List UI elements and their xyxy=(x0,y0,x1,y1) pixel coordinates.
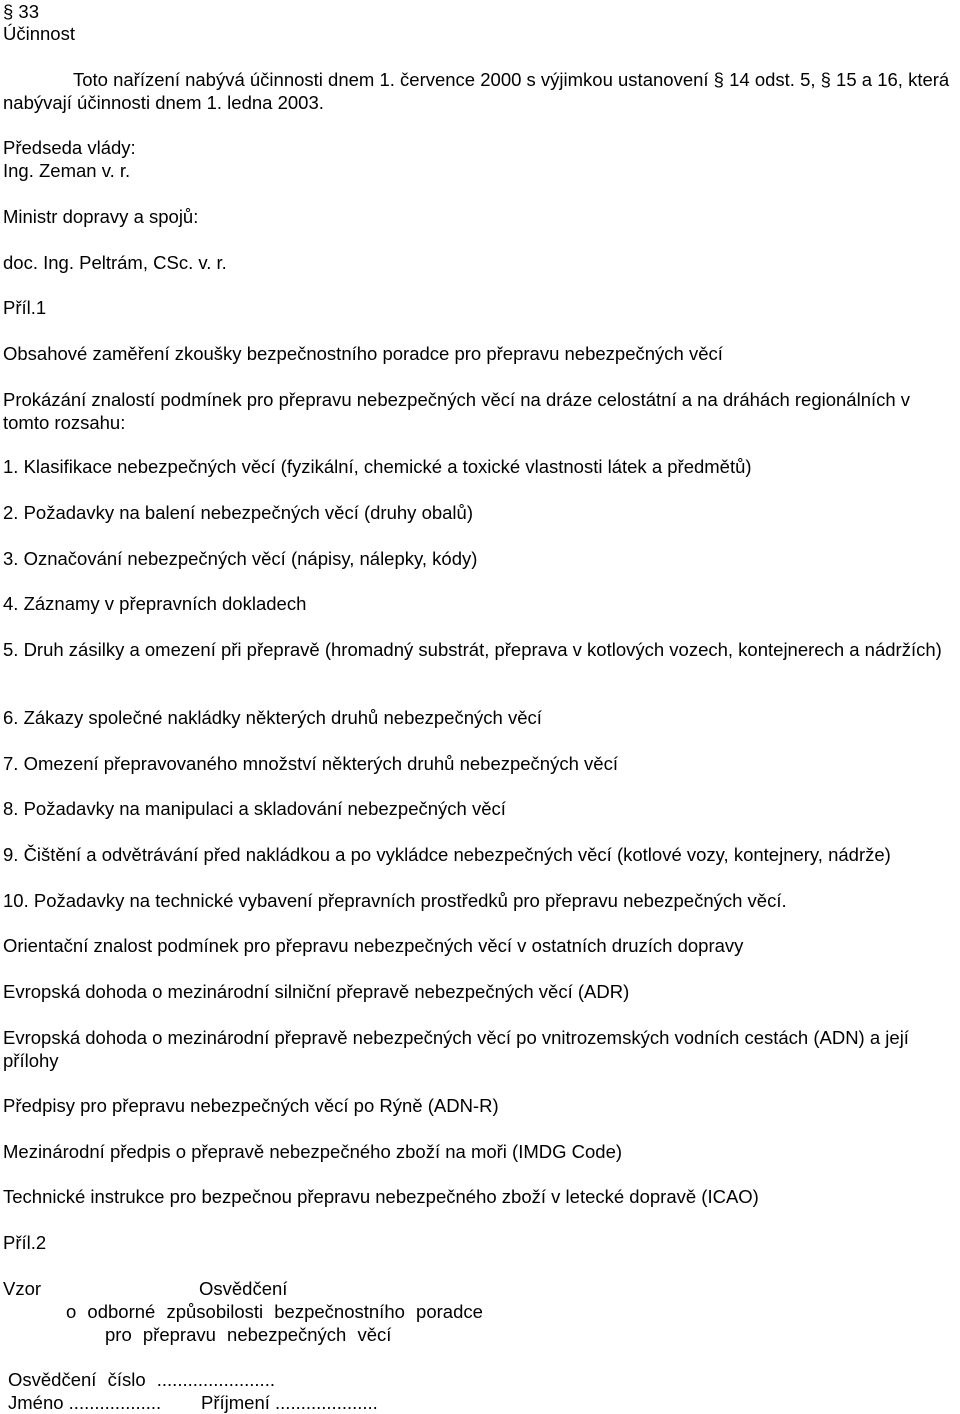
list-item: 9. Čištění a odvětrávání před nakládkou a po vykládce nebezpečných věcí (kotlové vozy, kontejnery, nádrže) xyxy=(3,844,891,865)
effect-paragraph: Toto nařízení nabývá účinnosti dnem 1. července 2000 s výjimkou ustanovení § 14 odst. 5, § 15 a 16, která nabývají účinnosti dnem 1. ledna 2003. xyxy=(3,69,950,113)
regulation-item: Mezinárodní předpis o přepravě nebezpečného zboží na moři (IMDG Code) xyxy=(3,1141,623,1162)
list-item: 8. Požadavky na manipulaci a skladování nebezpečných věcí xyxy=(3,798,506,819)
section-number: § 33 xyxy=(3,1,40,22)
orientation-heading: Orientační znalost podmínek pro přepravu nebezpečných věcí v ostatních druzích dopravy xyxy=(3,935,744,956)
vzor-label: Vzor xyxy=(3,1278,42,1299)
list-item: 7. Omezení přepravovaného množství některých druhů nebezpečných věcí xyxy=(3,753,618,774)
annex1-heading: Obsahové zaměření zkoušky bezpečnostního poradce pro přepravu nebezpečných věcí xyxy=(3,343,723,364)
list-item: 1. Klasifikace nebezpečných věcí (fyzikální, chemické a toxické vlastnosti látek a předmětů) xyxy=(3,456,752,477)
certificate-number-field: Osvědčení číslo ....................... xyxy=(8,1369,275,1390)
list-item: 10. Požadavky na technické vybavení přepravních prostředků pro přepravu nebezpečných věcí. xyxy=(3,890,787,911)
pm-name: Ing. Zeman v. r. xyxy=(3,160,131,181)
section-title: Účinnost xyxy=(3,23,75,44)
list-item: 2. Požadavky na balení nebezpečných věcí (druhy obalů) xyxy=(3,502,473,523)
list-item: 4. Záznamy v přepravních dokladech xyxy=(3,593,307,614)
regulation-item: Technické instrukce pro bezpečnou přepravu nebezpečného zboží v letecké dopravě (ICAO) xyxy=(3,1186,759,1207)
name-field: Jméno .................. xyxy=(8,1392,162,1413)
pm-title: Předseda vlády: xyxy=(3,137,136,158)
list-item: 6. Zákazy společné nakládky některých druhů nebezpečných věcí xyxy=(3,707,542,728)
surname-field: Příjmení .................... xyxy=(201,1392,378,1413)
annex2-label: Příl.2 xyxy=(3,1232,47,1253)
regulation-item: Předpisy pro přepravu nebezpečných věcí po Rýně (ADN-R) xyxy=(3,1095,499,1116)
list-item: 3. Označování nebezpečných věcí (nápisy, nálepky, kódy) xyxy=(3,548,478,569)
annex1-label: Příl.1 xyxy=(3,297,47,318)
certificate-subtitle-2: pro přepravu nebezpečných věcí xyxy=(105,1324,392,1345)
list-item: 5. Druh zásilky a omezení při přepravě (hromadný substrát, přeprava v kotlových vozech, kontejnerech a nádržích) xyxy=(3,639,942,660)
certificate-title: Osvědčení xyxy=(199,1278,288,1299)
certificate-subtitle: o odborné způsobilosti bezpečnostního poradce xyxy=(66,1301,483,1322)
minister-title: Ministr dopravy a spojů: xyxy=(3,206,199,227)
annex1-intro: Prokázání znalostí podmínek pro přepravu nebezpečných věcí na dráze celostátní a na dráhách regionálních v tomto rozsahu: xyxy=(3,389,911,433)
regulation-item: Evropská dohoda o mezinárodní přepravě nebezpečných věcí po vnitrozemských vodních cestách (ADN) a její přílohy xyxy=(3,1027,909,1071)
regulation-item: Evropská dohoda o mezinárodní silniční přepravě nebezpečných věcí (ADR) xyxy=(3,981,630,1002)
minister-name: doc. Ing. Peltrám, CSc. v. r. xyxy=(3,252,227,273)
